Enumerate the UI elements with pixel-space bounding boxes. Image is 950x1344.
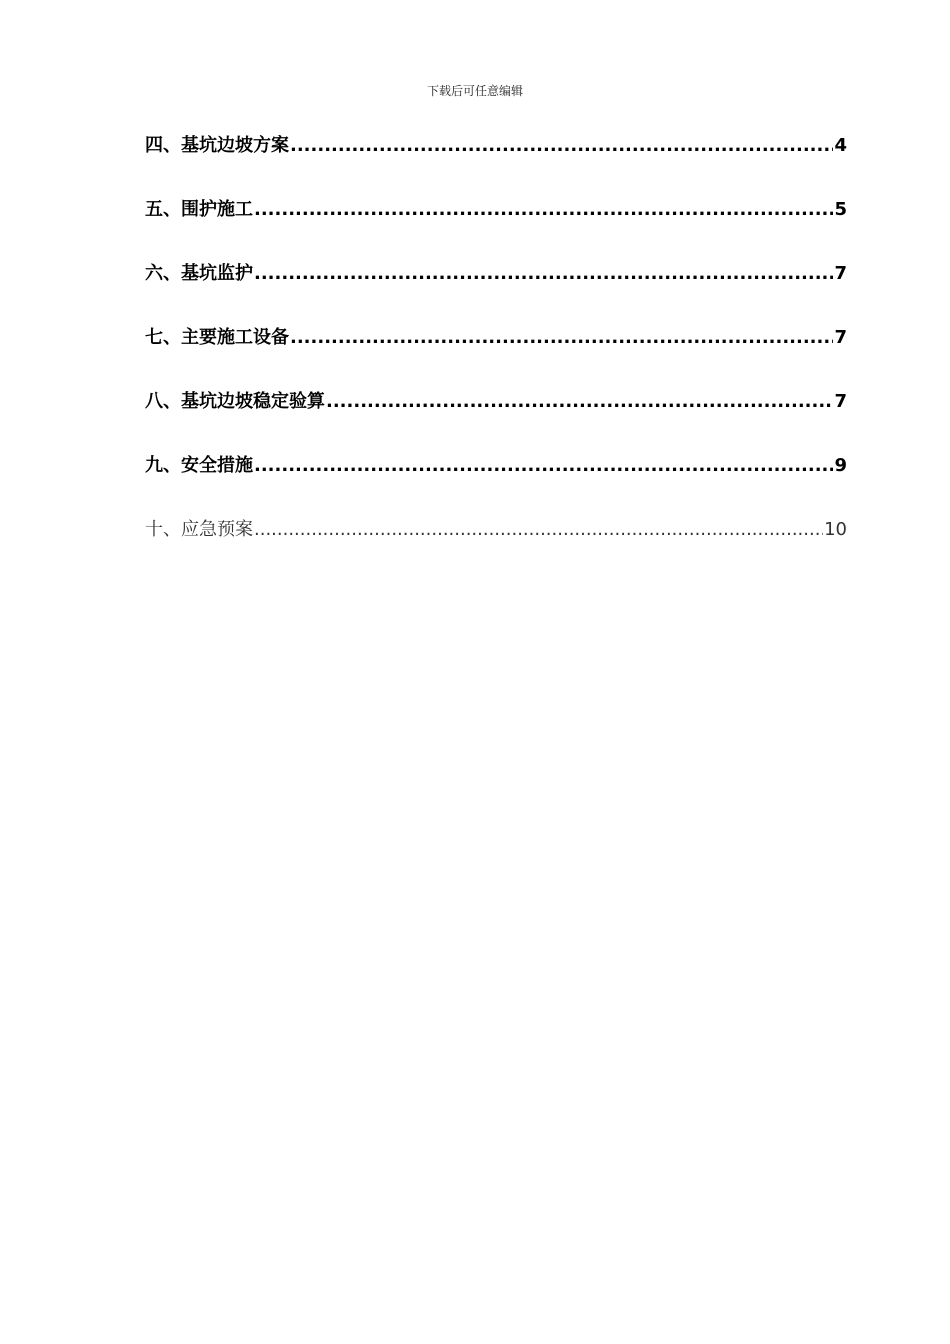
toc-entry-title: 十、应急预案 [145, 519, 253, 540]
toc-entry[interactable] [145, 260, 847, 324]
toc-dot-leader [290, 324, 833, 352]
toc-entry-title: 五、围护施工 [145, 199, 253, 220]
toc-entry-title: 四、基坑边坡方案 [145, 135, 289, 156]
toc-dot-leader [326, 388, 833, 416]
toc-entry-page: 10 [824, 519, 847, 540]
table-of-contents [145, 132, 847, 580]
toc-entry[interactable] [145, 324, 847, 388]
toc-entry[interactable] [145, 452, 847, 516]
toc-entry-page: 9 [834, 455, 847, 476]
toc-entry-page: 5 [834, 199, 847, 220]
toc-entry-page: 4 [834, 135, 847, 156]
toc-dot-leader [290, 132, 833, 160]
toc-entry-title: 六、基坑监护 [145, 263, 253, 284]
toc-entry-title: 七、主要施工设备 [145, 327, 289, 348]
toc-dot-leader [254, 260, 833, 288]
toc-entry-page: 7 [834, 391, 847, 412]
toc-dot-leader [254, 452, 833, 480]
toc-entry-title: 九、安全措施 [145, 455, 253, 476]
page-header: 下载后可任意编辑 [426, 84, 523, 98]
toc-entry[interactable] [145, 132, 847, 196]
toc-dot-leader [254, 196, 833, 224]
toc-dot-leader [254, 516, 823, 544]
toc-entry[interactable] [145, 516, 847, 580]
toc-entry-page: 7 [834, 327, 847, 348]
toc-entry-title: 八、基坑边坡稳定验算 [145, 391, 325, 412]
toc-entry-page: 7 [834, 263, 847, 284]
toc-entry[interactable] [145, 388, 847, 452]
toc-entry[interactable] [145, 196, 847, 260]
